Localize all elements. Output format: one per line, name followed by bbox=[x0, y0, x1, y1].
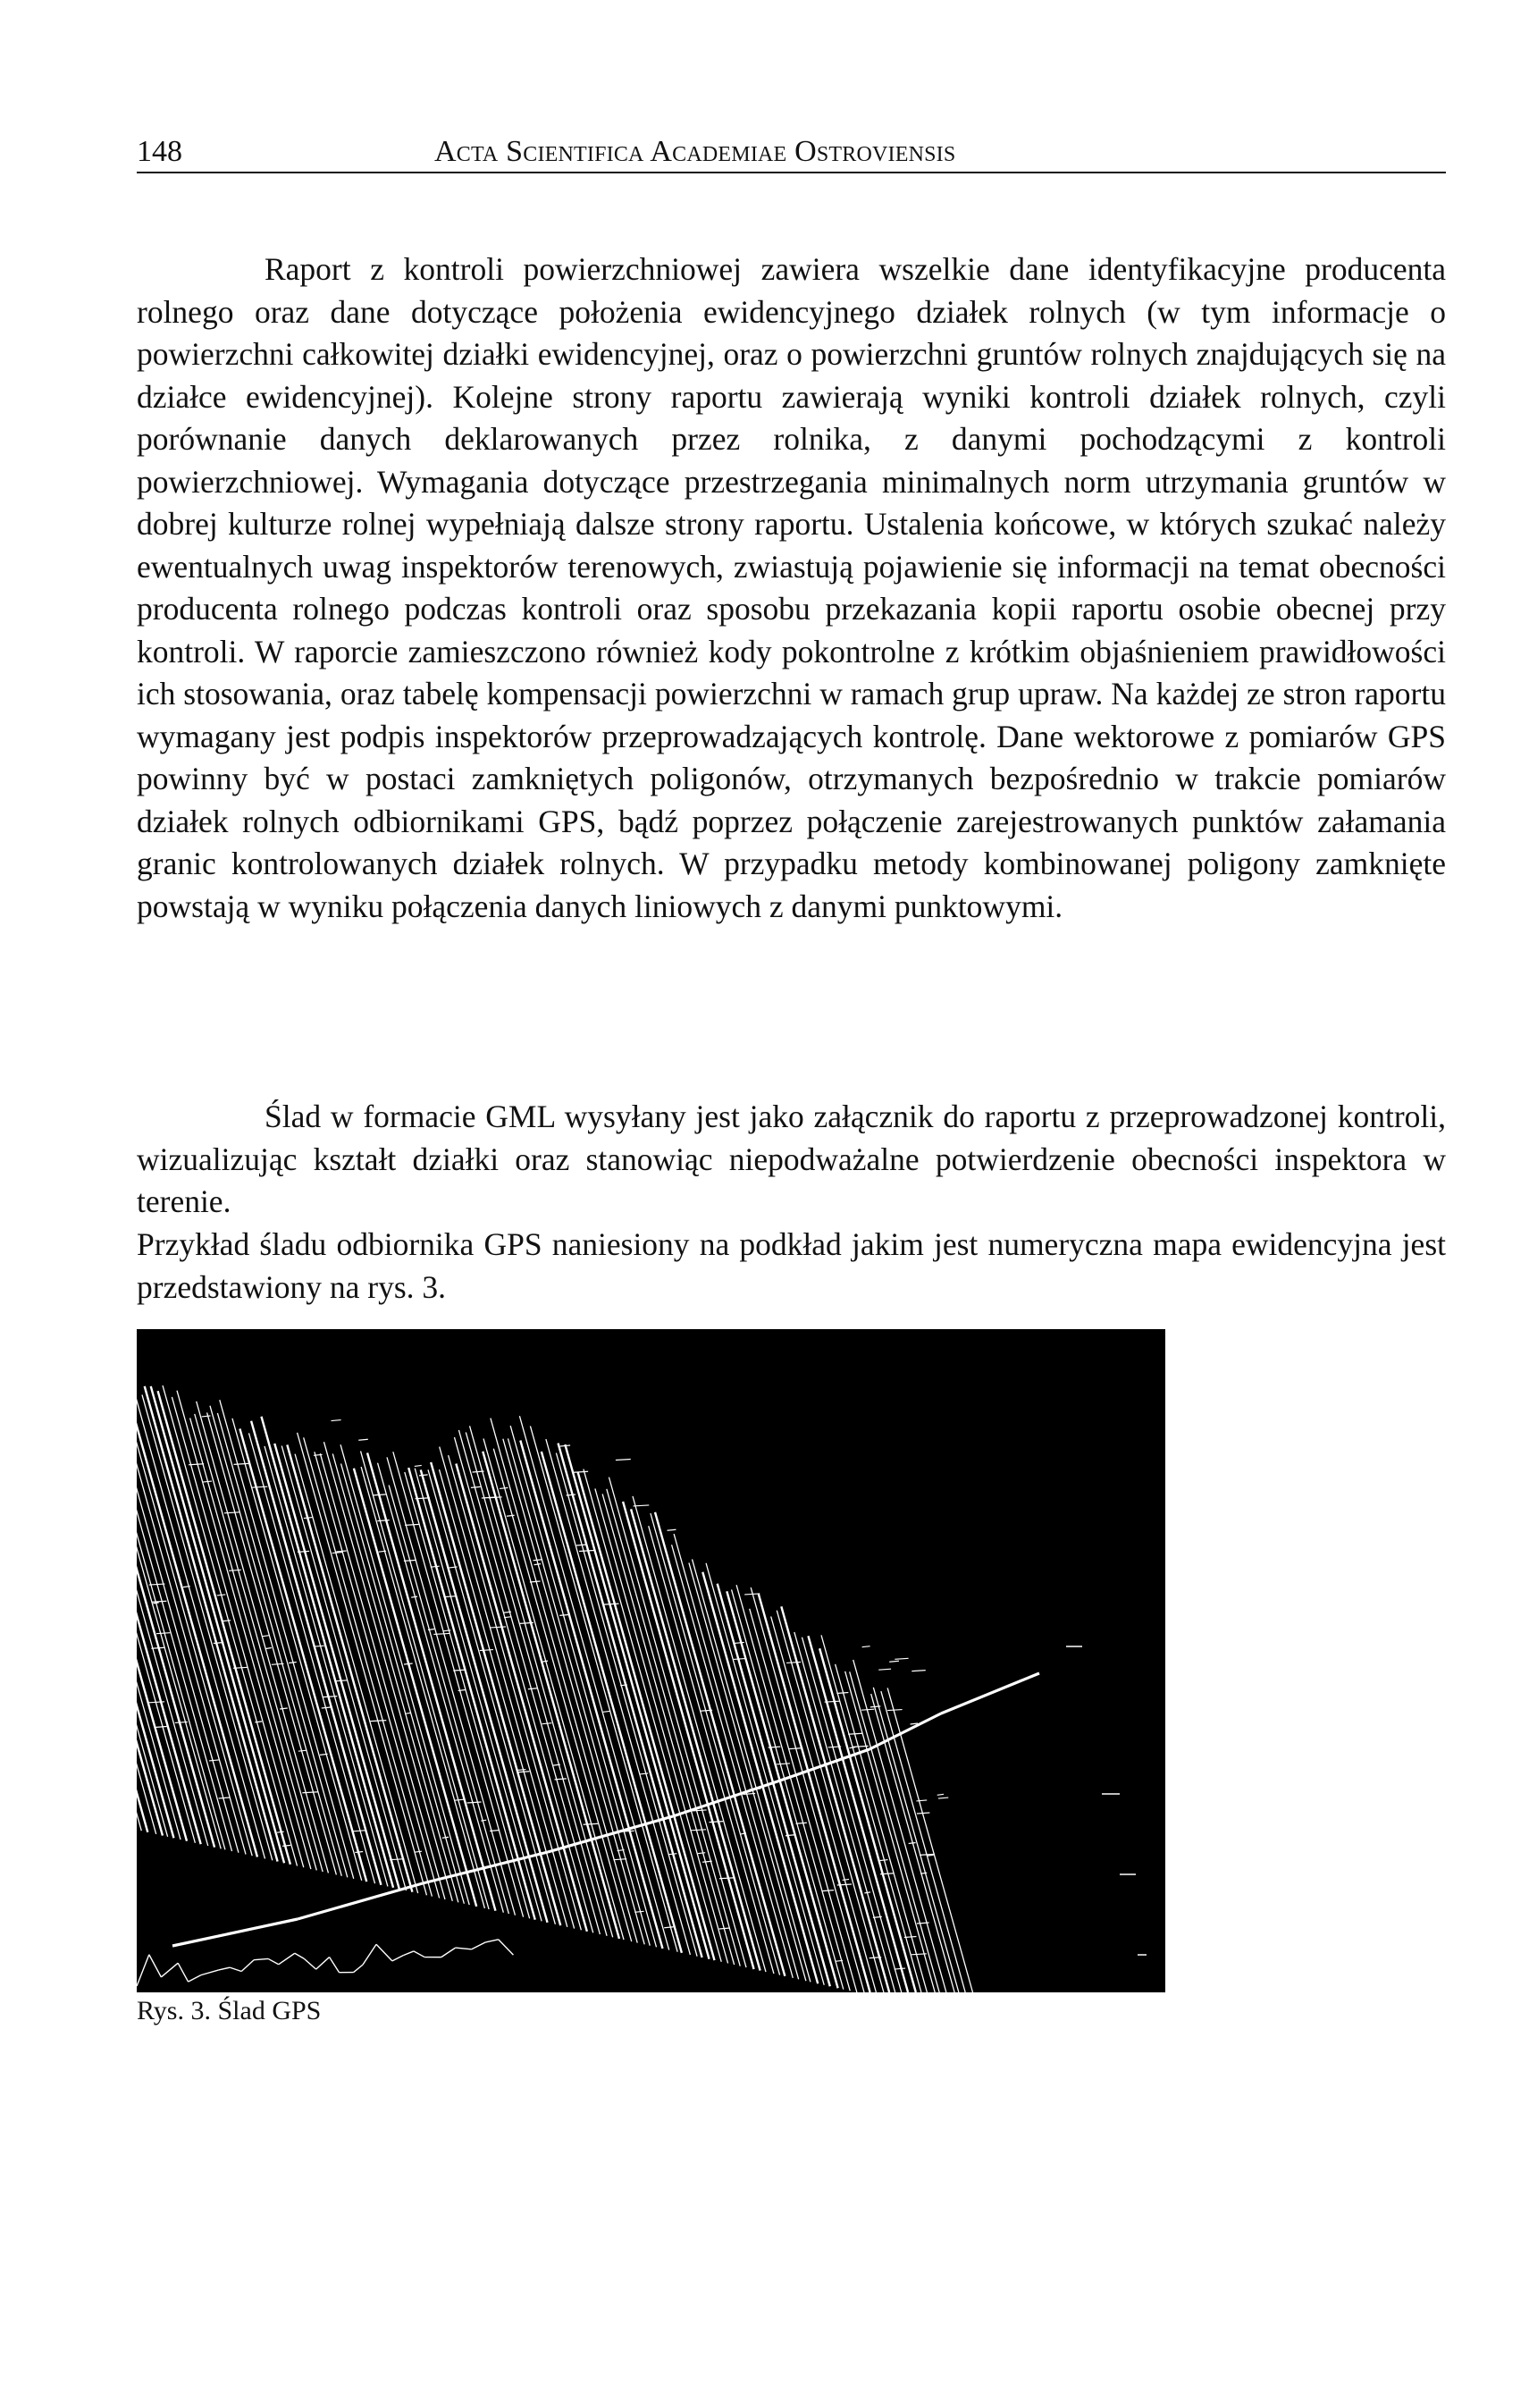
figure-caption: Rys. 3. Ślad GPS bbox=[137, 1996, 322, 2025]
body-paragraph-2 bbox=[137, 1096, 1446, 1224]
gps-track-map bbox=[137, 1329, 1165, 1992]
running-header bbox=[137, 132, 1446, 173]
figure-background bbox=[137, 1329, 1165, 1992]
journal-title: Acta Scientifica Academiae Ostroviensis bbox=[434, 135, 956, 168]
paragraph-text: Przykład śladu odbiornika GPS naniesiony na podkład jakim jest numeryczna mapa ewidencyjna jest przedstawiony na rys. 3. bbox=[137, 1226, 1446, 1305]
gps-track-figure bbox=[137, 1329, 1165, 1992]
body-paragraph-1 bbox=[137, 248, 1446, 928]
body-paragraph-3 bbox=[137, 1224, 1446, 1309]
page-number: 148 bbox=[137, 135, 182, 168]
paragraph-text: Ślad w formacie GML wysyłany jest jako załącznik do raportu z przeprowadzonej kontroli, wizualizując kształt działki oraz stanowiąc niepodważalne potwierdzenie obecności inspektora w terenie. bbox=[137, 1099, 1446, 1219]
paragraph-text: Raport z kontroli powierzchniowej zawiera wszelkie dane identyfikacyjne producenta rolnego oraz dane dotyczące położenia ewidencyjnego działek rolnych (w tym informacje o powierzchni całkowitej działki ewidencyjnej, oraz o powierzchni gruntów rolnych znajdujących się na działce ewidencyjnej). Kolejne strony raportu zawierają wyniki kontroli działek rolnych, czyli porównanie danych deklarowanych przez rolnika, z danymi pochodzącymi z kontroli powierzchniowej. Wymagania dotyczące przestrzegania minimalnych norm utrzymania gruntów w dobrej kulturze rolnej wypełniają dalsze strony raportu. Ustalenia końcowe, w których szukać należy ewentualnych uwag inspektorów terenowych, zwiastują pojawienie się informacji na temat obecności producenta rolnego podczas kontroli oraz sposobu przekazania kopii raportu osobie obecnej przy kontroli. W raporcie zamieszczono również kody pokontrolne z krótkim objaśnieniem prawidłowości ich stosowania, oraz tabelę kompensacji powierzchni w ramach grup upraw. Na każdej ze stron raportu wymagany jest podpis inspektorów przeprowadzających kontrolę. Dane wektorowe z pomiarów GPS powinny być w postaci zamkniętych poligonów, otrzymanych bezpośrednio w trakcie pomiarów działek rolnych odbiornikami GPS, bądź poprzez połączenie zarejestrowanych punktów załamania granic kontrolowanych działek rolnych. W przypadku metody kombinowanej poligony zamknięte powstają w wyniku połączenia danych liniowych z danymi punktowymi. bbox=[137, 251, 1446, 924]
